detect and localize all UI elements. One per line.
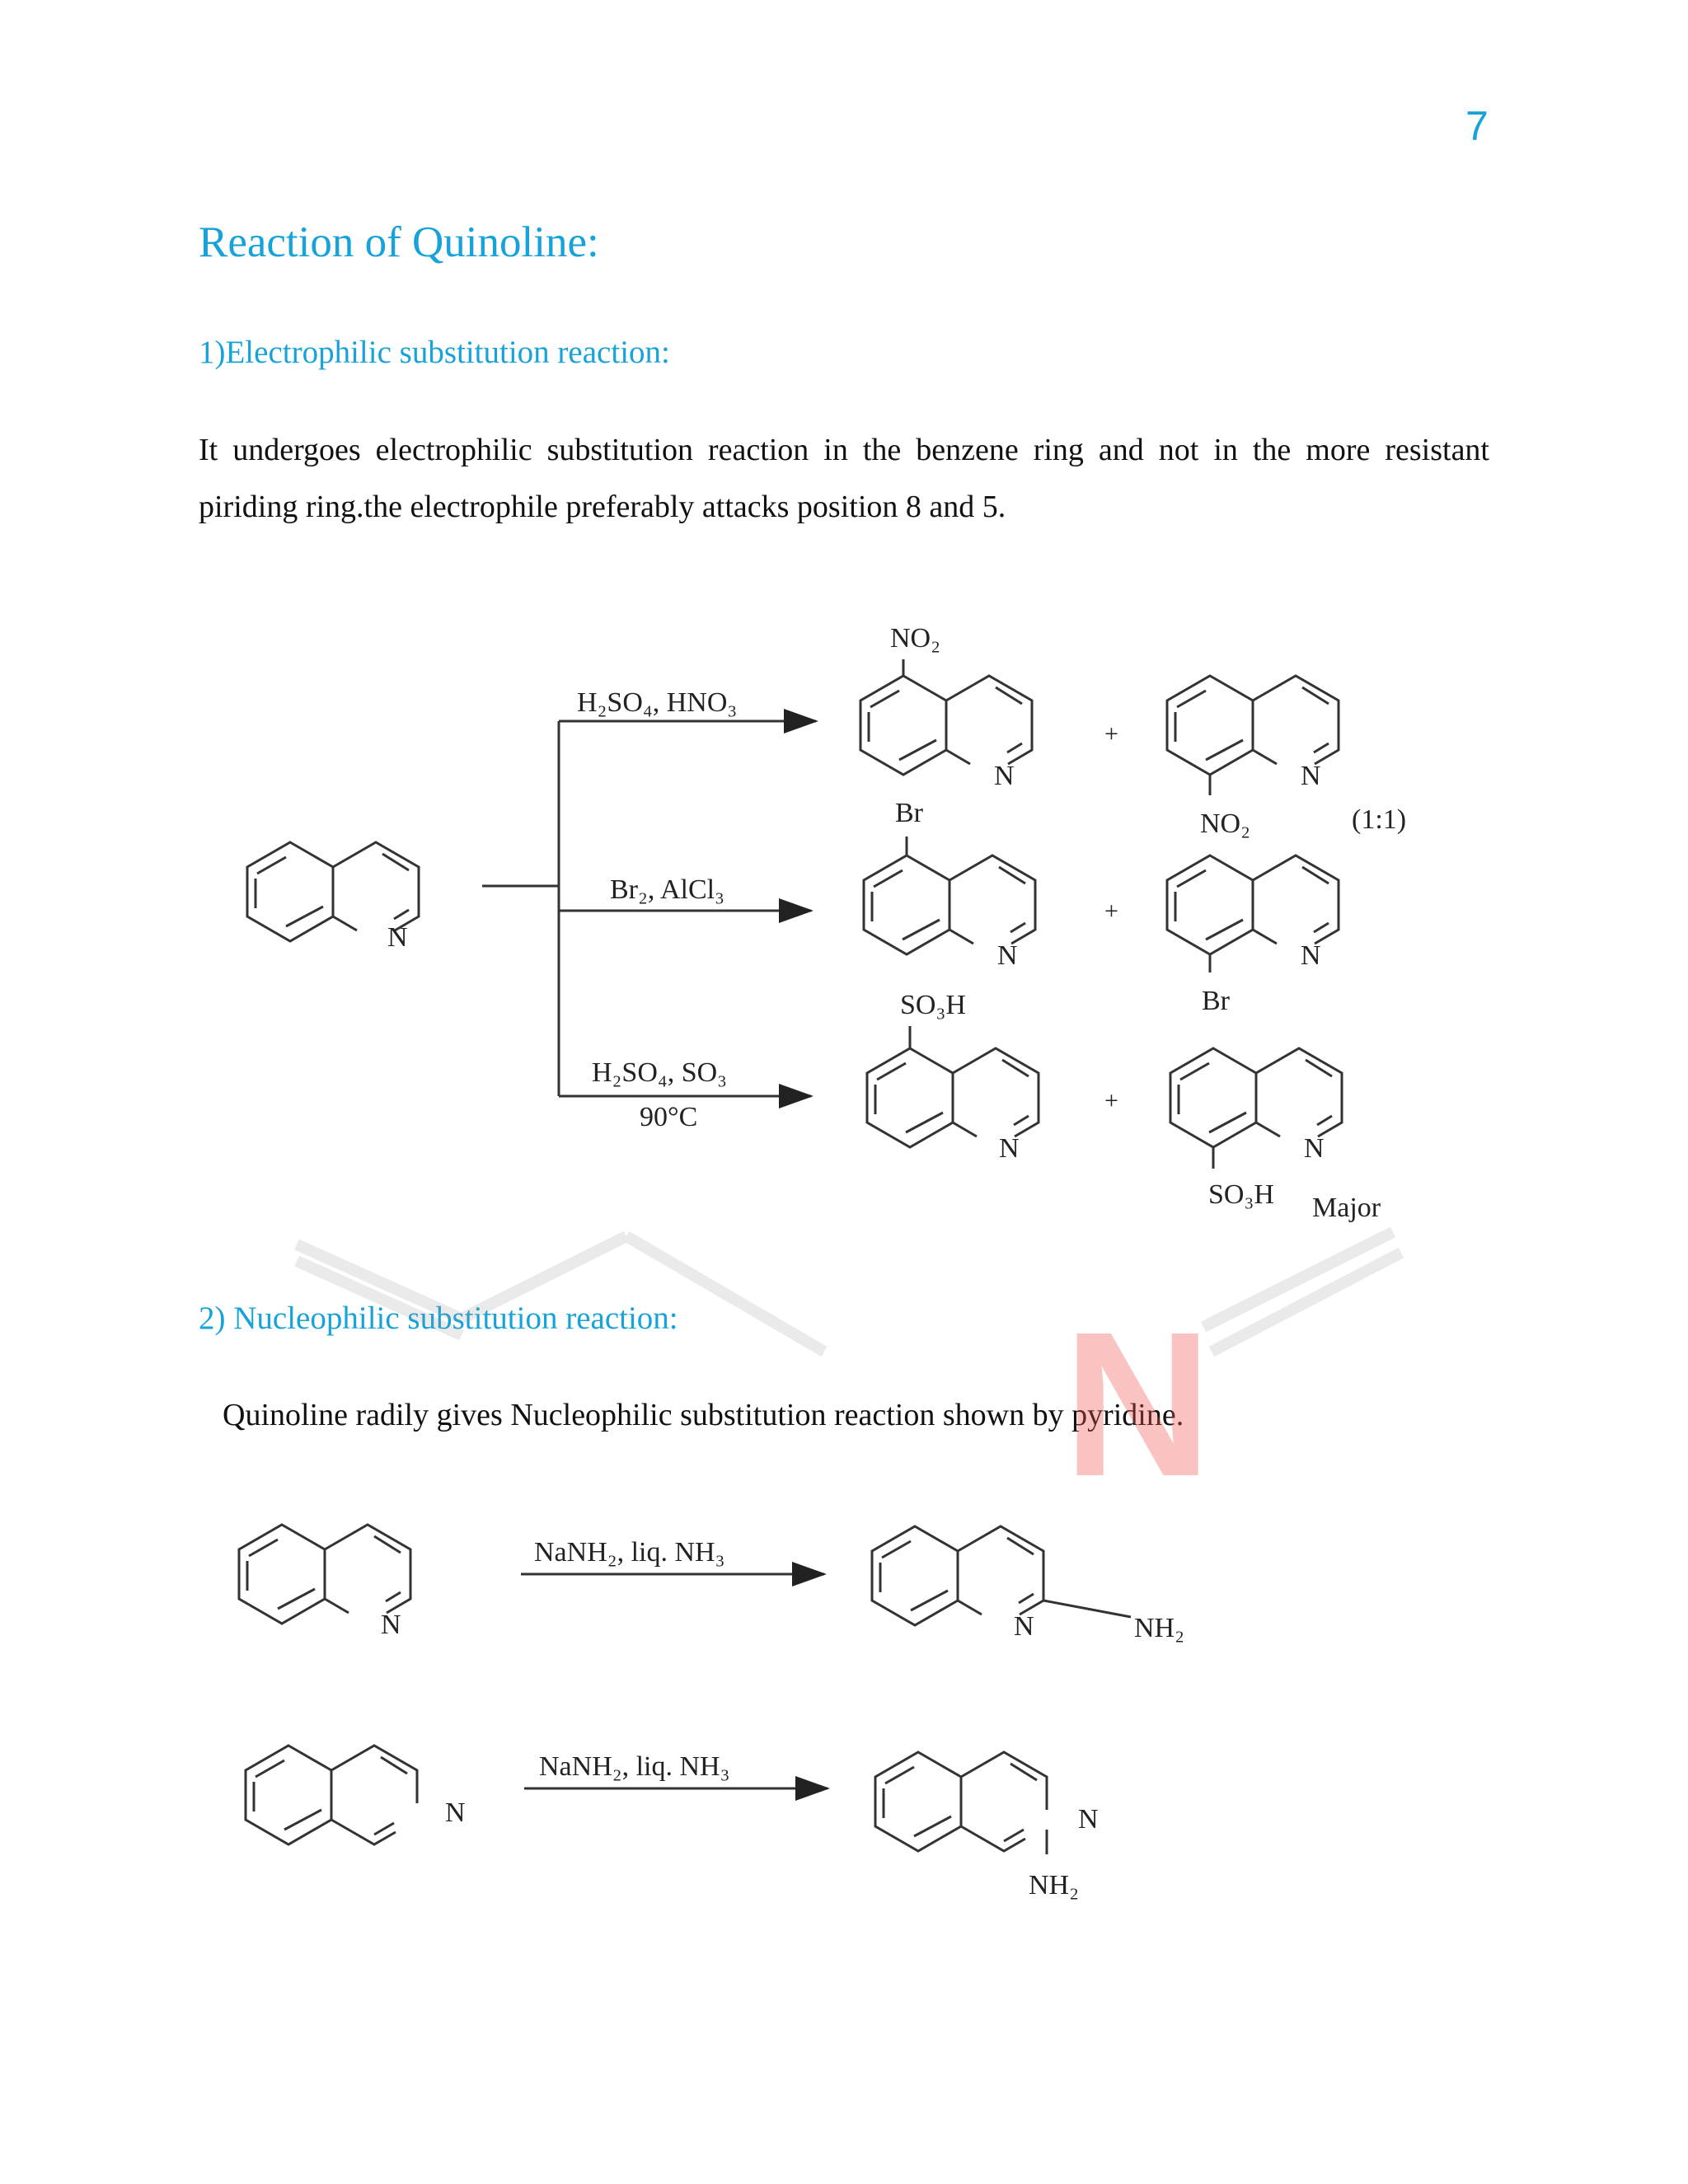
n-label: N: [1301, 940, 1321, 971]
watermark: [297, 1232, 1401, 1352]
n-label: N: [1301, 761, 1321, 791]
product-1-amino-sub: NH₂: [1029, 1870, 1079, 1900]
n-label: N: [1304, 1133, 1325, 1164]
page-number: 7: [1465, 103, 1489, 149]
n-label: N: [999, 1133, 1020, 1164]
product-8-sulfo-sub: SO₃H: [1208, 1179, 1274, 1210]
product-8-bromo-sub: Br: [1202, 986, 1230, 1016]
n-label: N: [1078, 1804, 1099, 1835]
section-text-nucleophilic-body: Quinoline radily gives Nucleophilic substitution reaction shown by pyridine.: [223, 1398, 1184, 1432]
major-note: Major: [1312, 1193, 1381, 1223]
page-title: Reaction of Quinoline:: [199, 218, 599, 266]
reagent-amination-quinoline: NaNH₂, liq. NH₃: [534, 1537, 725, 1568]
electrophilic-scheme: [247, 623, 1406, 1223]
product-5-nitro-sub: NO₂: [890, 623, 940, 654]
section-heading-electrophilic: 1)Electrophilic substitution reaction:: [199, 335, 670, 370]
n-label: N: [1014, 1611, 1034, 1642]
nucleophilic-scheme: [239, 1525, 1184, 1900]
product-5-bromo-sub: Br: [895, 798, 923, 828]
reagent-sulfonation: H₂SO₄, SO₃: [592, 1057, 728, 1088]
n-label: N: [445, 1797, 466, 1828]
reagent-amination-isoquinoline: NaNH₂, liq. NH₃: [539, 1751, 730, 1782]
product-5-sulfo-sub: SO₃H: [900, 990, 966, 1020]
section-text-electrophilic-body: It undergoes electrophilic substitution reaction in the benzene ring and not in the more resistant piriding ring.the electrophile preferably attacks position 8 and 5.: [199, 433, 1489, 524]
section-heading-nucleophilic: 2) Nucleophilic substitution reaction:: [199, 1301, 678, 1336]
n-label: N: [994, 761, 1015, 791]
reagent-nitration: H₂SO₄, HNO₃: [577, 687, 738, 718]
plus-sign: +: [1104, 1087, 1118, 1114]
reagent-sulfonation-temp: 90°C: [640, 1102, 698, 1132]
product-2-amino-sub: NH₂: [1134, 1613, 1184, 1643]
ratio-note: (1:1): [1352, 804, 1407, 835]
plus-sign: +: [1104, 720, 1118, 748]
n-label: N: [387, 922, 408, 953]
n-label: N: [997, 940, 1018, 971]
plus-sign: +: [1104, 898, 1118, 925]
reagent-bromination: Br₂, AlCl₃: [610, 874, 724, 905]
product-8-nitro-sub: NO₂: [1200, 808, 1250, 839]
watermark-letter: N: [1063, 1289, 1212, 1519]
n-label: N: [381, 1610, 401, 1640]
